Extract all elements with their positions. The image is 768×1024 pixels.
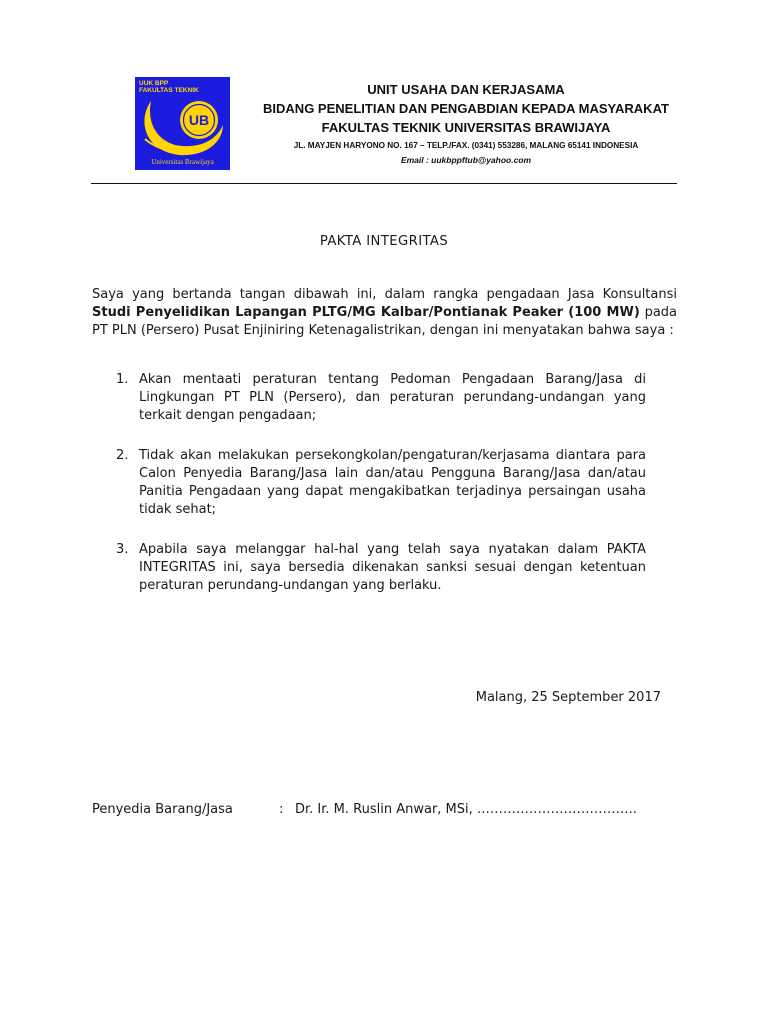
letterhead-divider	[91, 183, 677, 184]
logo-top-line-1: UUK BPP	[139, 80, 169, 87]
logo-ub-mark: UB	[188, 112, 210, 128]
list-item-number: 2.	[116, 448, 129, 463]
letterhead	[232, 80, 700, 167]
letterhead-email: Email : uukbppftub@yahoo.com	[400, 155, 532, 165]
project-name: Studi Penyelidikan Lapangan PLTG/MG Kalbar/Pontianak Peaker (100 MW)	[92, 305, 640, 320]
document-title: PAKTA INTEGRITAS	[319, 234, 449, 249]
logo-top-line-2: FAKULTAS TEKNIK	[139, 87, 199, 94]
letterhead-unit: UNIT USAHA DAN KERJASAMA	[367, 82, 565, 97]
letterhead-division: BIDANG PENELITIAN DAN PENGABDIAN KEPADA MASYARAKAT	[263, 101, 669, 116]
list-item-number: 1.	[116, 372, 129, 387]
list-item-text: Apabila saya melanggar hal-hal yang telah saya nyatakan dalam PAKTA INTEGRITAS ini, saya bersedia dikenakan sanksi sesuai dengan ketentuan peraturan perundang-undangan yang berlaku.	[139, 542, 646, 593]
signatory-label: Penyedia Barang/Jasa	[92, 802, 233, 817]
list-item-text: Tidak akan melakukan persekongkolan/pengaturan/kerjasama diantara para Calon Penyedia Barang/Jasa lain dan/atau Pengguna Barang/Jasa dan/atau Panitia Pengadaan yang dapat mengakibatkan terjadinya persaingan usaha tidak sehat;	[139, 448, 646, 517]
list-item-number: 3.	[116, 542, 129, 557]
letterhead-address: JL. MAYJEN HARYONO NO. 167 – TELP./FAX. (0341) 553286, MALANG 65141 INDONESIA	[293, 141, 639, 150]
logo-footer-text: Universitas Brawijaya	[151, 158, 214, 166]
place-date: Malang, 25 September 2017	[475, 690, 661, 705]
signatory-name: Dr. Ir. M. Ruslin Anwar, MSi, ……………………………….	[295, 802, 638, 817]
signatory-colon: :	[279, 802, 284, 817]
list-item-text: Akan mentaati peraturan tentang Pedoman Pengadaan Barang/Jasa di Lingkungan PT PLN (Persero), dan peraturan perundang-undangan yang terkait dengan pengadaan;	[139, 372, 646, 423]
intro-text-start: Saya yang bertanda tangan dibawah ini, dalam rangka pengadaan Jasa Konsultansi	[92, 287, 677, 302]
intro-paragraph	[92, 286, 677, 340]
letterhead-faculty: FAKULTAS TEKNIK UNIVERSITAS BRAWIJAYA	[321, 120, 611, 135]
university-logo	[135, 77, 230, 170]
intro-text-end: pada PT PLN (Persero) Pusat Enjiniring Ketenagalistrikan, dengan ini menyatakan bahwa saya :	[92, 305, 678, 338]
